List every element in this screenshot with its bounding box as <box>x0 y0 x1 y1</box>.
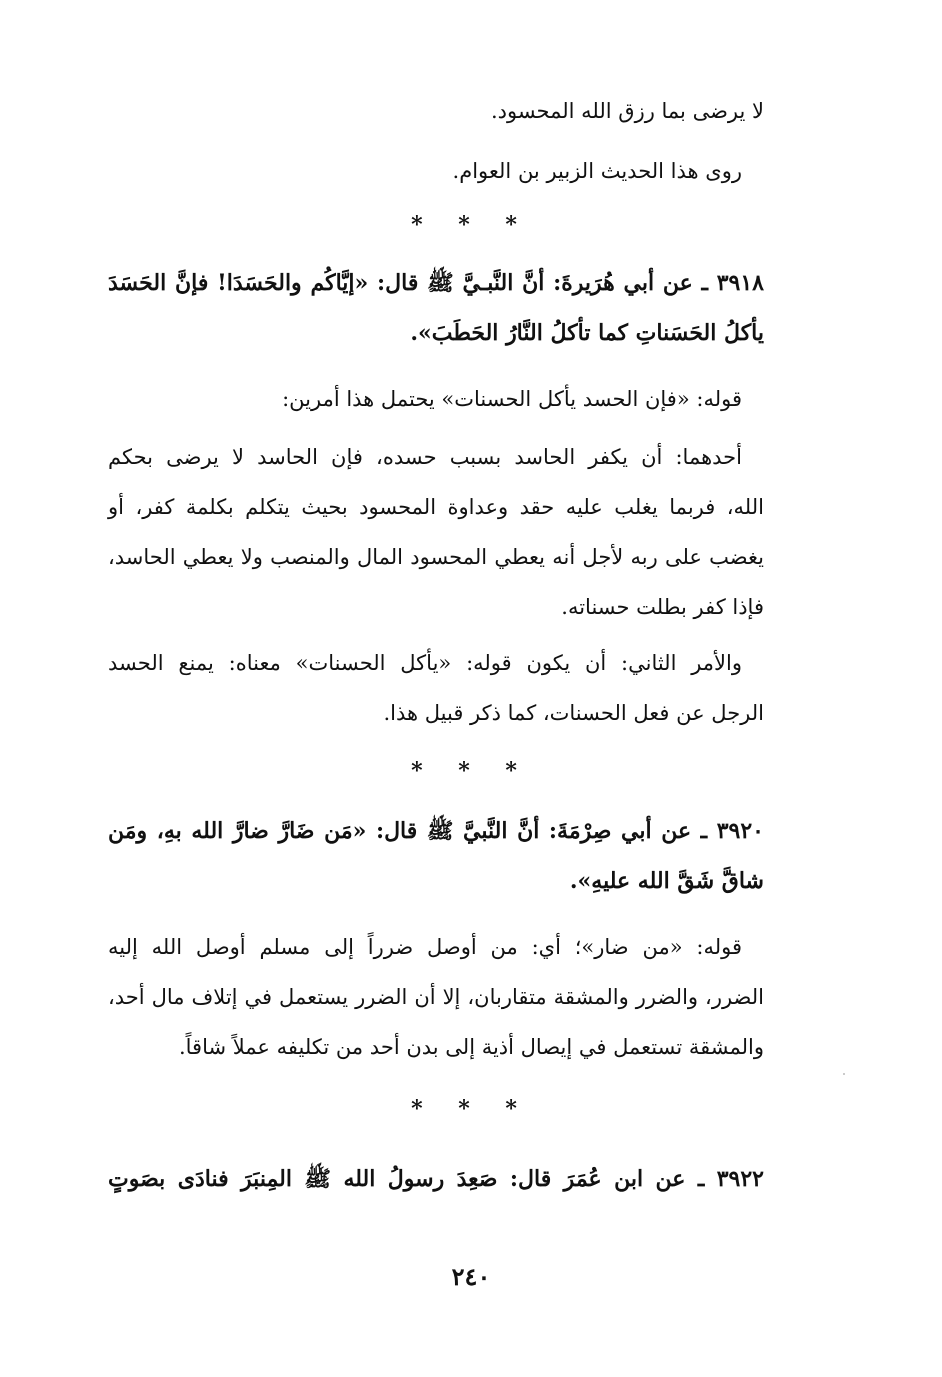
hadith-3918-line-1: ٣٩١٨ ـ عن أبي هُرَيرةَ: أنَّ النَّبـيَّ ﷺ قال: «إيَّاكُم والحَسَدَا! فإنَّ الحَسَدَ <box>108 270 764 296</box>
hadith-3920-line-2: شاقَّ شَقَّ الله عليهِ». <box>569 868 764 894</box>
intro-narrator-block <box>108 146 764 196</box>
hadith-3918 <box>108 258 764 358</box>
intro-line-1: لا يرضى بما رزق الله المحسود. <box>490 99 764 123</box>
section-separator-3: * * * <box>411 1096 531 1122</box>
commentary-3918-line-1: قوله: «فإن الحسد يأكل الحسنات» يحتمل هذا أمرين: <box>282 387 742 411</box>
hadith-3920 <box>108 806 764 906</box>
scan-speck <box>843 1073 845 1075</box>
commentary-3918-p2-line-3: يغضب على ربه لأجل أنه يعطي المحسود المال والمنصب ولا يعطي الحاسد، <box>108 545 764 569</box>
commentary-3920-line-1: قوله: «من ضار»؛ أي: من أوصل ضرراً إلى مسلم أوصل الله إليه <box>108 935 742 959</box>
section-separator-1: * * * <box>411 212 531 238</box>
commentary-3918-p2-line-2: الله، فربما يغلب عليه حقد وعداوة المحسود بحيث يتكلم بكلمة كفر، أو <box>108 495 764 519</box>
intro-line-2: روى هذا الحديث الزبير بن العوام. <box>452 159 742 183</box>
hadith-3922-line-1: ٣٩٢٢ ـ عن ابن عُمَرَ قال: صَعِدَ رسولُ الله ﷺ المِنبَرَ فنادَى بصَوتٍ <box>108 1166 764 1192</box>
commentary-3920-line-3: والمشقة تستعمل في إيصال أذية إلى بدن أحد من تكليفه عملاً شاقاً. <box>178 1035 764 1059</box>
section-separator-2: * * * <box>411 758 531 784</box>
commentary-3918-paragraph-2 <box>108 432 764 632</box>
commentary-3920-line-2: الضرر، والضرر والمشقة متقاربان، إلا أن الضرر يستعمل في إتلاف مال أحد، <box>108 985 764 1009</box>
commentary-3918-paragraph-3 <box>108 638 764 738</box>
commentary-3918-p2-line-4: فإذا كفر بطلت حسناته. <box>561 595 764 619</box>
hadith-3922 <box>108 1154 764 1204</box>
commentary-3920 <box>108 922 764 1072</box>
intro-block <box>108 86 764 136</box>
commentary-3918-p2-line-1: أحدهما: أن يكفر الحاسد بسبب حسده، فإن الحاسد لا يرضى بحكم <box>108 445 742 469</box>
page-number: ٢٤٠ <box>451 1262 491 1291</box>
commentary-3918-p3-line-2: الرجل عن فعل الحسنات، كما ذكر قبيل هذا. <box>383 701 764 725</box>
hadith-3920-line-1: ٣٩٢٠ ـ عن أبي صِرْمَةَ: أنَّ النَّبيَّ ﷺ قال: «مَن ضَارَّ ضارَّ الله بهِ، ومَن <box>108 818 764 844</box>
commentary-3918-p3-line-1: والأمر الثاني: أن يكون قوله: «يأكل الحسنات» معناه: يمنع الحسد <box>108 651 742 675</box>
commentary-3918-intro <box>108 374 764 424</box>
hadith-3918-line-2: يأكلُ الحَسَناتِ كما تأكلُ النَّارُ الحَطَبَ». <box>410 320 764 346</box>
